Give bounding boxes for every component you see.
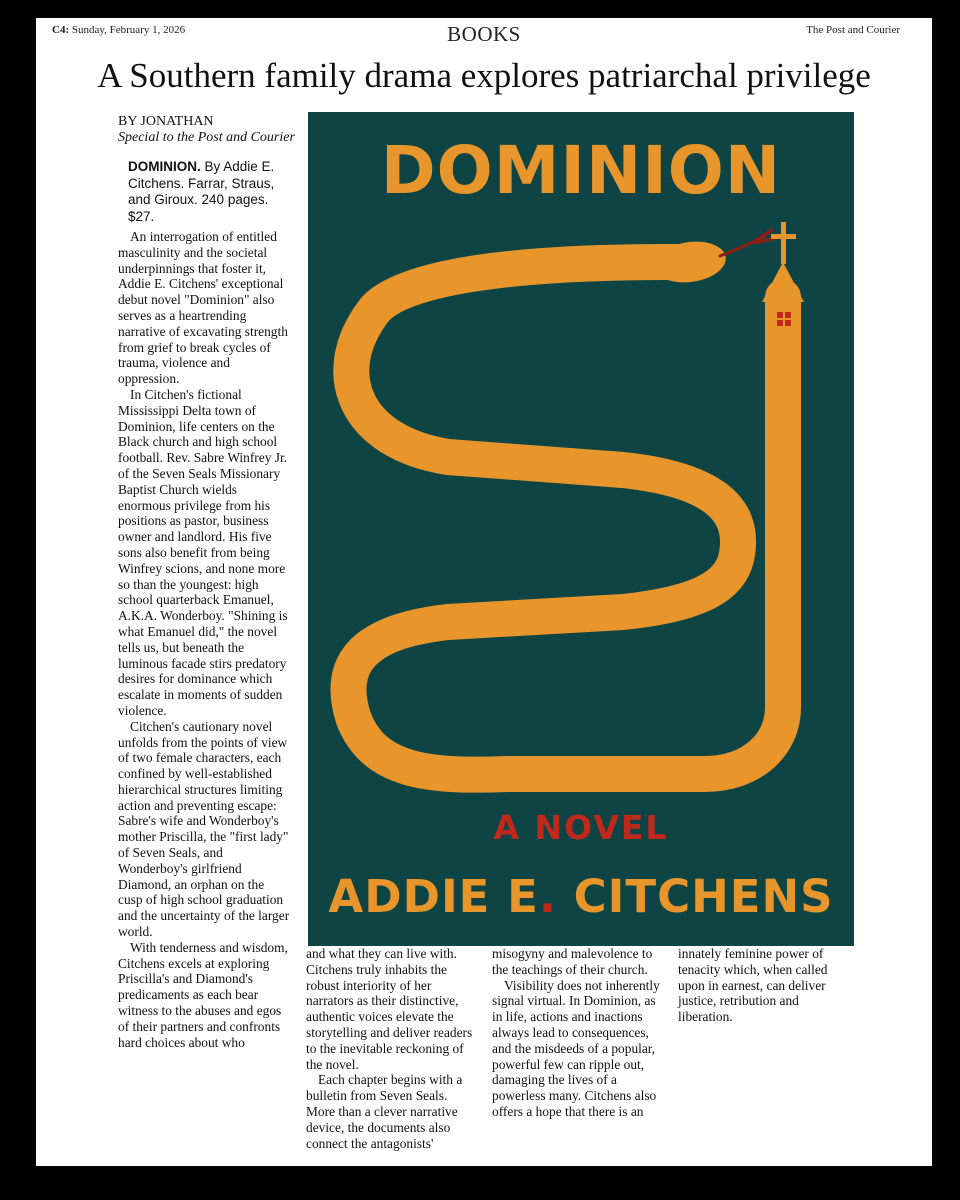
paragraph: With tenderness and wisdom, Citchens excels at exploring Priscilla's and Diamond's predicaments as each bear witness to the abuses and egos of their partners and confronts hard choices about who xyxy=(118,939,288,1050)
section-title: BOOKS xyxy=(447,22,521,46)
headline: A Southern family drama explores patriarchal privilege xyxy=(97,56,871,95)
article-column-1 xyxy=(118,229,290,1050)
byline-author: BY JONATHAN xyxy=(118,114,214,129)
paragraph: misogyny and malevolence to the teachings of their church. xyxy=(492,946,653,977)
paragraph: innately feminine power of tenacity which, when called upon in earnest, can deliver justice, retribution and liberation. xyxy=(678,946,828,1025)
paragraph: and what they can live with. Citchens truly inhabits the robust interiority of her narrators as their distinctive, authentic voices elevate the storytelling and deliver readers to the inevitable reckoning of the novel. xyxy=(306,946,473,1072)
paragraph: In Citchen's fictional Mississippi Delta town of Dominion, life centers on the Black church and high school football. Rev. Sabre Winfrey Jr. of the Seven Seals Missionary Baptist Church wields enormous privilege from his positions as pastor, business owner and landlord. His five sons also benefit from being Winfrey scions, and none more so than the youngest: high school quarterback Emanuel, A.K.A. Wonderboy. "Shining is what Emanuel did," the novel tells us, but beneath the luminous facade stirs predatory desires for dominance which escalate in moments of sudden violence. xyxy=(118,386,288,718)
cover-author-first: ADDIE E xyxy=(328,870,539,923)
publication-name: The Post and Courier xyxy=(806,24,900,36)
cover-subtitle: A NOVEL xyxy=(493,808,669,847)
byline xyxy=(118,114,295,146)
book-info-title: DOMINION. xyxy=(128,159,201,174)
cover-author-dot: . xyxy=(538,870,557,923)
book-info xyxy=(128,159,293,225)
book-info-details: By Addie E. Citchens. Farrar, Straus, and Giroux. 240 pages. $27. xyxy=(128,159,275,224)
cover-title: DOMINION xyxy=(380,132,782,209)
paragraph: An interrogation of entitled masculinity and the societal underpinnings that foster it, Addie E. Citchens' exceptional debut novel "Dominion" also serves as a heartrending narrative of excavating strength from grief to break cycles of trauma, violence and oppression. xyxy=(118,229,288,387)
page-date: Sunday, February 1, 2026 xyxy=(71,24,186,36)
newspaper-page xyxy=(36,18,932,1166)
byline-affiliation: Special to the Post and Courier xyxy=(118,130,295,145)
paragraph: Citchen's cautionary novel unfolds from the points of view of two female characters, each confined by well-established hierarchical structures limiting action and preventing escape: Sabre's wife and Wonderboy's mother Priscilla, the "first lady" of Seven Seals, and Wonderboy's girlfriend Diamond, an orphan on the cusp of high school graduation and the uncertainty of the larger world. xyxy=(118,718,290,940)
article-column-4 xyxy=(678,946,850,1025)
page-label: C4: xyxy=(52,24,70,36)
article-column-2 xyxy=(306,946,478,1151)
paragraph: Visibility does not inherently signal virtual. In Dominion, as in life, actions and inactions always lead to consequences, and the misdeeds of a popular, powerful few can ripple out, damaging the lives of a powerless many. Citchens also offers a hope that there is an xyxy=(492,977,660,1119)
article-column-3 xyxy=(492,946,664,1120)
cover-author xyxy=(308,870,854,923)
cover-author-last: CITCHENS xyxy=(573,870,834,923)
serpent-icon xyxy=(348,230,783,775)
paragraph: Each chapter begins with a bulletin from Seven Seals. More than a clever narrative device, the documents also connect the antagonists' xyxy=(306,1072,463,1151)
book-cover xyxy=(308,112,854,946)
